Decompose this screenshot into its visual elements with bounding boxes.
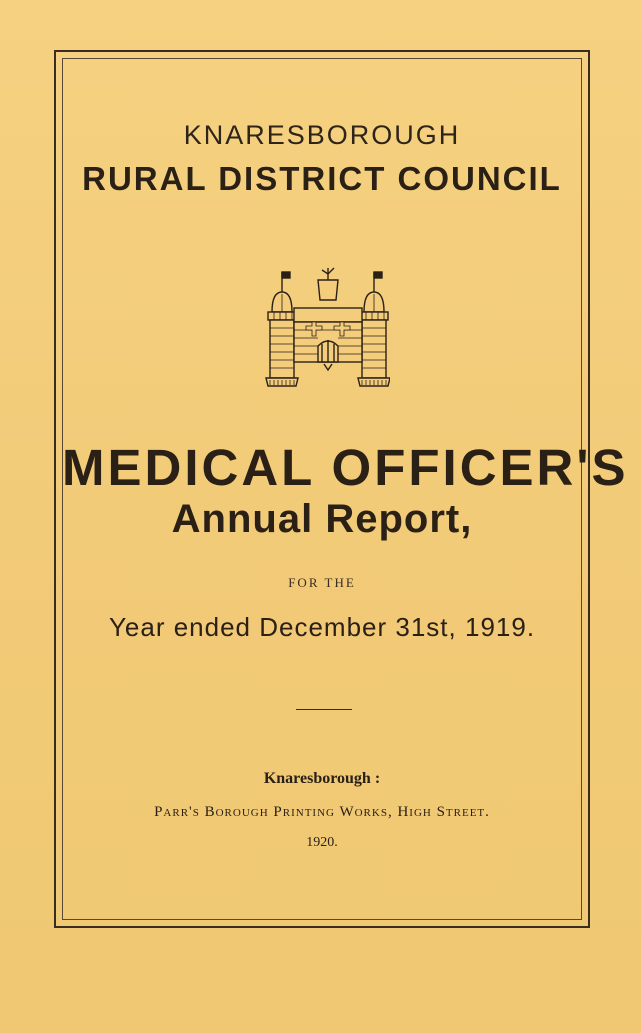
council-name-heading: RURAL DISTRICT COUNCIL — [82, 160, 562, 197]
divider-rule — [296, 709, 352, 710]
council-town-heading: KNARESBOROUGH — [183, 120, 461, 150]
report-title-main: MEDICAL OFFICER'S — [62, 439, 629, 496]
imprint-printer: Parr's Borough Printing Works, High Street. — [154, 804, 490, 820]
castle-crest-icon — [262, 266, 390, 388]
imprint-year: 1920. — [306, 835, 338, 850]
report-title-sub: Annual Report, — [171, 497, 473, 541]
imprint-place: Knaresborough : — [263, 770, 381, 787]
for-the-label: FOR THE — [288, 575, 356, 590]
report-period: Year ended December 31st, 1919. — [108, 612, 536, 642]
